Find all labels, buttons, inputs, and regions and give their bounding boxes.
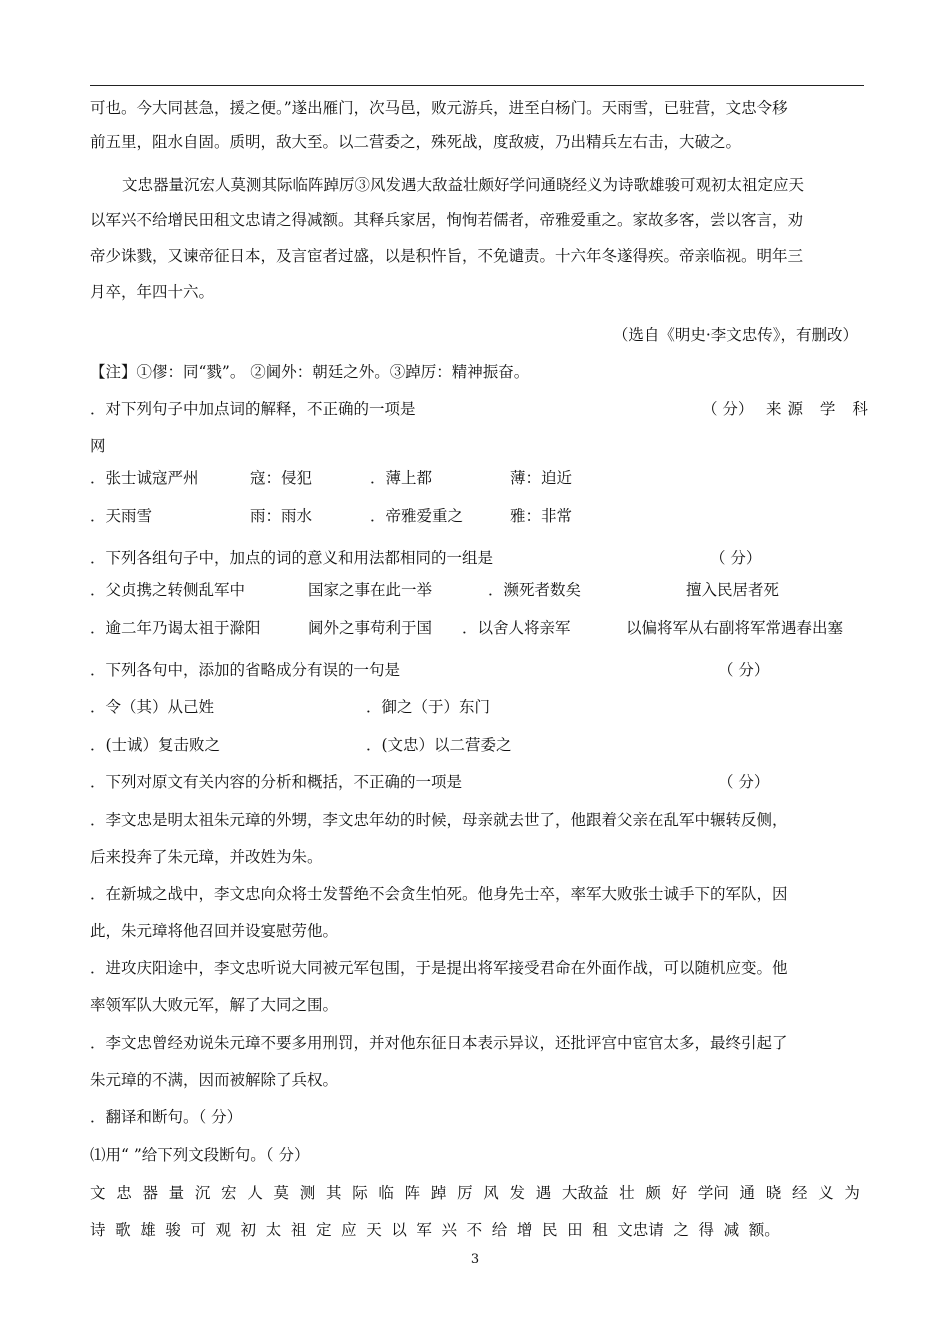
option-d: ．以舍人将亲军 — [462, 619, 571, 637]
option-c: ．天雨雪 — [90, 507, 153, 525]
punctuation-char: 减 — [723, 1221, 740, 1239]
punctuation-char: 风 — [483, 1184, 499, 1202]
punctuation-char: 文忠请 — [617, 1221, 664, 1239]
punctuation-char: 为 — [844, 1184, 860, 1202]
question-1-wrap: 网 — [90, 437, 106, 455]
option-a: ．令（其）从己姓 — [90, 698, 215, 716]
punctuation-char: 可 — [190, 1221, 206, 1239]
punctuation-char: 学问 — [697, 1184, 729, 1202]
option-a: ．张士诚寇严州 — [90, 469, 199, 487]
punctuation-text-line — [90, 1220, 780, 1240]
option-a-cont: 后来投奔了朱元璋，并改姓为朱。 — [90, 848, 323, 866]
punctuation-char: 阵 — [404, 1184, 421, 1202]
option-c-pair: 阃外之事苟利于国 — [308, 619, 433, 637]
punctuation-char: 其 — [325, 1184, 342, 1202]
option-a: ．父贞携之转侧乱军中 — [90, 581, 246, 599]
punctuation-char: 莫 — [273, 1184, 290, 1202]
punctuation-char: 之 — [673, 1221, 689, 1239]
punctuation-char: 以 — [391, 1221, 407, 1239]
option-b: ．御之（于）东门 — [366, 698, 491, 716]
punctuation-char: 得 — [698, 1221, 715, 1239]
option-d-pair: 以偏将军从右副将军常遇春出塞 — [626, 619, 844, 637]
punctuation-char: 器 — [142, 1184, 158, 1202]
punctuation-char: 雄 — [140, 1221, 156, 1239]
source-watermark: 来源 学 科 — [766, 400, 874, 418]
punctuation-char: 晓 — [765, 1184, 782, 1202]
option-d: ．帝雅爱重之 — [370, 507, 464, 525]
question-3-stem: ．下列各句中，添加的省略成分有误的一句是 — [90, 661, 401, 679]
passage-line: 帝少诛戮，又谏帝征日本，及言宦者过盛，以是积忤旨，不免谴责。十六年冬遂得疾。帝亲临视。明年三 — [90, 247, 804, 265]
punctuation-char: 发 — [509, 1184, 526, 1202]
punctuation-char: 厉 — [457, 1184, 473, 1202]
punctuation-char: 观 — [215, 1221, 232, 1239]
annotation-note: 【注】①僇：同“戮”。 ②阃外：朝廷之外。③踔厉：精神振奋。 — [90, 363, 530, 381]
punctuation-char: 兴 — [441, 1221, 458, 1239]
source-citation: （选自《明史·李文忠传》，有删改） — [612, 326, 858, 344]
punctuation-char: 增 — [516, 1221, 533, 1239]
passage-line: 前五里，阻水自固。质明，敌大至。以二营委之，殊死战，度敌疲，乃出精兵左右击，大破之。 — [90, 133, 742, 151]
option-d: ．李文忠曾经劝说朱元璋不要多用刑罚，并对他东征日本表示异议，还批评宫中宦官太多，最终引起了 — [90, 1034, 788, 1052]
passage-line: 可也。今大同甚急，援之便。”遂出雁门，次马邑，败元游兵，进至白杨门。天雨雪，已驻营，文忠令移 — [90, 99, 788, 117]
punctuation-char: 祖 — [290, 1221, 307, 1239]
punctuation-char: 大敌益 — [561, 1184, 609, 1202]
question-2-score: （ 分） — [710, 549, 762, 567]
option-b: ．在新城之战中，李文忠向众将士发誓绝不会贪生怕死。他身先士卒，率军大败张士诚手下的军队，因 — [90, 885, 788, 903]
punctuation-char: 遇 — [535, 1184, 552, 1202]
punctuation-char: 测 — [299, 1184, 316, 1202]
punctuation-text-line — [90, 1183, 860, 1203]
punctuation-char: 义 — [818, 1184, 834, 1202]
punctuation-char: 经 — [791, 1184, 808, 1202]
option-c: ．(士诚）复击败之 — [90, 736, 221, 754]
punctuation-char: 给 — [491, 1221, 508, 1239]
option-d: ．(文忠）以二营委之 — [366, 736, 512, 754]
punctuation-char: 租 — [592, 1221, 608, 1239]
punctuation-char: 初 — [240, 1221, 257, 1239]
option-b-gloss: 薄：迫近 — [510, 469, 573, 487]
punctuation-char: 临 — [378, 1184, 394, 1202]
option-c: ．进攻庆阳途中，李文忠听说大同被元军包围，于是提出将军接受君命在外面作战，可以随机应变。他 — [90, 959, 788, 977]
punctuation-char: 田 — [567, 1221, 583, 1239]
punctuation-char: 文 — [90, 1184, 106, 1202]
punctuation-char: 骏 — [165, 1221, 181, 1239]
option-a-gloss: 寇：侵犯 — [250, 469, 313, 487]
punctuation-char: 不 — [466, 1221, 483, 1239]
option-b: ．薄上都 — [370, 469, 433, 487]
option-c: ．逾二年乃谒太祖于滁阳 — [90, 619, 261, 637]
punctuation-char: 颇 — [645, 1184, 661, 1202]
question-2-stem: ．下列各组句子中，加点的词的意义和用法都相同的一组是 — [90, 549, 494, 567]
passage-line: 文忠器量沉宏人莫测其际临阵踔厉③风发遇大敌益壮颇好学问通晓经义为诗歌雄骏可观初太祖定应天 — [122, 176, 805, 194]
punctuation-char: 际 — [352, 1184, 368, 1202]
punctuation-char: 定 — [315, 1221, 332, 1239]
header-rule — [90, 85, 864, 86]
option-c-cont: 率领军队大败元军，解了大同之围。 — [90, 996, 339, 1014]
punctuation-char: 人 — [247, 1184, 263, 1202]
option-c-gloss: 雨：雨水 — [250, 507, 313, 525]
punctuation-char: 踔 — [430, 1184, 447, 1202]
punctuation-char: 宏 — [221, 1184, 237, 1202]
punctuation-char: 量 — [168, 1184, 185, 1202]
punctuation-char: 诗 — [90, 1221, 106, 1239]
option-b-cont: 此，朱元璋将他召回并设宴慰劳他。 — [90, 922, 339, 940]
punctuation-char: 忠 — [116, 1184, 132, 1202]
option-d-cont: 朱元璋的不满，因而被解除了兵权。 — [90, 1071, 339, 1089]
punctuation-char: 壮 — [619, 1184, 635, 1202]
option-b: ．濒死者数矣 — [488, 581, 582, 599]
question-5-sub1: ⑴用“ ”给下列文段断句。（ 分） — [90, 1146, 310, 1164]
punctuation-char: 军 — [416, 1221, 432, 1239]
option-b-pair: 擅入民居者死 — [686, 581, 780, 599]
punctuation-char: 沉 — [194, 1184, 211, 1202]
punctuation-char: 歌 — [115, 1221, 131, 1239]
passage-line: 以军兴不给增民田租文忠请之得减额。其释兵家居，恂恂若儒者，帝雅爱重之。家故多客，尝以客言，劝 — [90, 211, 804, 229]
option-d-gloss: 雅：非常 — [510, 507, 573, 525]
question-4-score: （ 分） — [718, 773, 770, 791]
question-1-score: （ 分） — [702, 400, 754, 418]
punctuation-char: 应 — [341, 1221, 357, 1239]
question-4-stem: ．下列对原文有关内容的分析和概括，不正确的一项是 — [90, 773, 463, 791]
question-5-stem: ．翻译和断句。（ 分） — [90, 1108, 243, 1126]
punctuation-char: 额。 — [748, 1221, 780, 1239]
question-3-score: （ 分） — [718, 661, 770, 679]
page-number: 3 — [470, 1252, 480, 1267]
punctuation-char: 民 — [541, 1221, 558, 1239]
punctuation-char: 好 — [671, 1184, 688, 1202]
passage-line: 月卒，年四十六。 — [90, 283, 215, 301]
punctuation-char: 通 — [739, 1184, 756, 1202]
question-1-stem: ．对下列句子中加点词的解释，不正确的一项是 — [90, 400, 416, 418]
option-a: ．李文忠是明太祖朱元璋的外甥，李文忠年幼的时候，母亲就去世了，他跟着父亲在乱军中辗转反侧， — [90, 811, 788, 829]
punctuation-char: 太 — [265, 1221, 282, 1239]
punctuation-char: 天 — [366, 1221, 382, 1239]
option-a-pair: 国家之事在此一举 — [308, 581, 433, 599]
